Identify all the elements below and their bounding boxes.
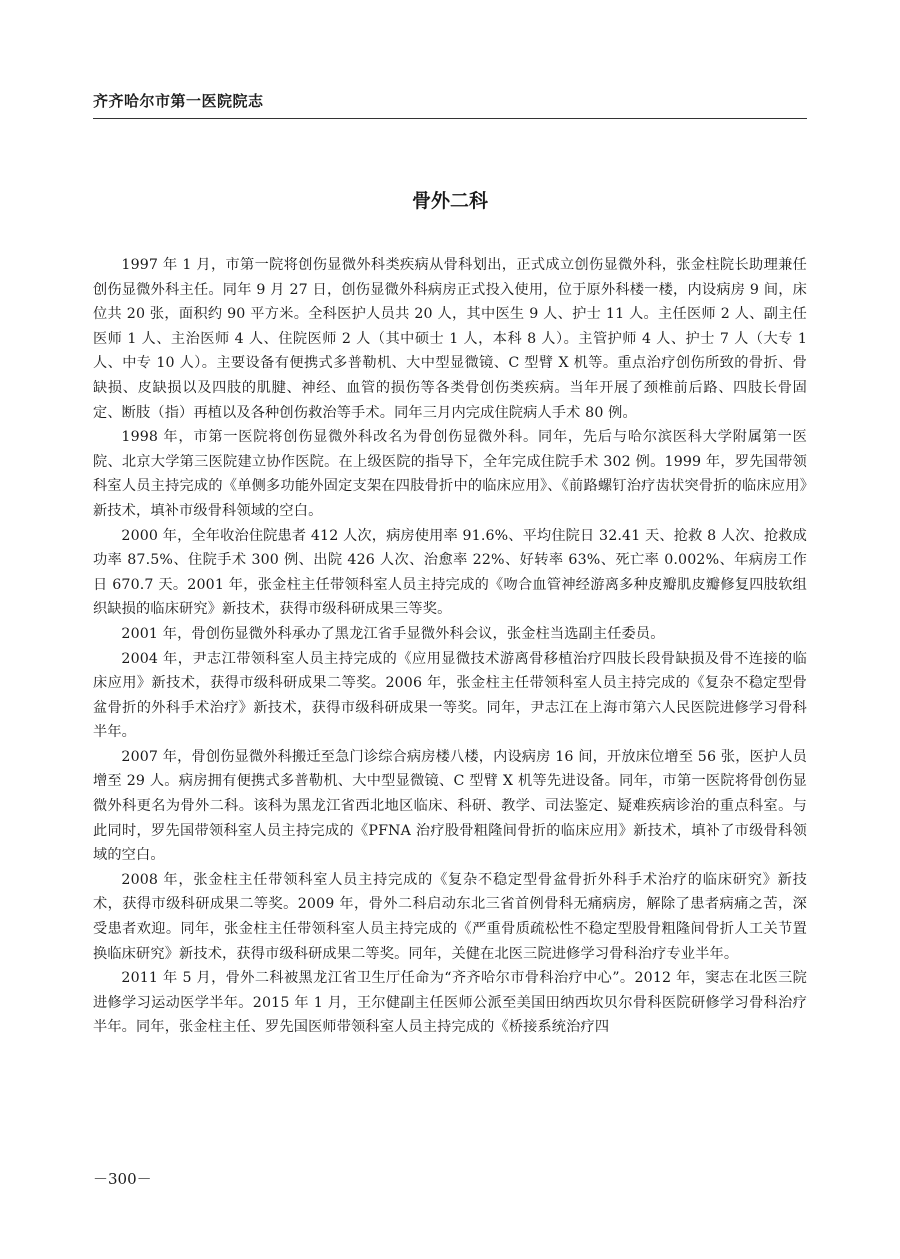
running-header-title: 齐齐哈尔市第一医院院志: [93, 92, 264, 110]
body-text: [93, 253, 807, 1040]
paragraph-1: 1997 年 1 月，市第一院将创伤显微外科类疾病从骨科划出，正式成立创伤显微外科，张金柱院长助理兼任创伤显微外科主任。同年 9 月 27 日，创伤显微外科病房正式投入使用，位于原外科楼一楼，内设病房 9 间，床位共 20 张，面积约 90 平方米。全科医护人员共 20 人，其中医生 9 人、护士 11 人。主任医师 2 人、副主任医师 1 人、主治医师 4 人、住院医师 2 人（其中硕士 1 人，本科 8 人）。主管护师 4 人、护士 7 人（大专 1 人、中专 10 人）。主要设备有便携式多普勒机、大中型显微镜、C 型臂 X 机等。重点治疗创伤所致的骨折、骨缺损、皮缺损以及四肢的肌腱、神经、血管的损伤等各类骨创伤类疾病。当年开展了颈椎前后路、四肢长骨固定、断肢（指）再植以及各种创伤救治等手术。同年三月内完成住院病人手术 80 例。: [93, 257, 807, 421]
paragraph-6: 2007 年，骨创伤显微外科搬迁至急门诊综合病房楼八楼，内设病房 16 间，开放床位增至 56 张，医护人员增至 29 人。病房拥有便携式多普勒机、大中型显微镜、C 型臂 X 机等先进设备。同年，市第一医院将骨创伤显微外科更名为骨外二科。该科为黑龙江省西北地区临床、科研、教学、司法鉴定、疑难疾病诊治的重点科室。与此同时，罗先国带领科室人员主持完成的《PFNA 治疗股骨粗隆间骨折的临床应用》新技术，填补了市级骨科领域的空白。: [93, 748, 807, 864]
paragraph-5: 2004 年，尹志江带领科室人员主持完成的《应用显微技术游离骨移植治疗四肢长段骨缺损及骨不连接的临床应用》新技术，获得市级科研成果二等奖。2006 年，张金柱主任带领科室人员主持完成的《复杂不稳定型骨盆骨折的外科手术治疗》新技术，获得市级科研成果一等奖。同年，尹志江在上海市第六人民医院进修学习骨科半年。: [93, 650, 807, 741]
running-header: [93, 88, 807, 119]
paragraph-8: 2011 年 5 月，骨外二科被黑龙江省卫生厅任命为“齐齐哈尔市骨科治疗中心”。2012 年，窦志在北医三院进修学习运动医学半年。2015 年 1 月，王尔健副主任医师公派至美国田纳西坎贝尔骨科医院研修学习骨科治疗半年。同年，张金柱主任、罗先国医师带领科室人员主持完成的《桥接系统治疗四: [93, 970, 807, 1036]
paragraph-3: 2000 年，全年收治住院患者 412 人次，病房使用率 91.6%、平均住院日 32.41 天、抢救 8 人次、抢救成功率 87.5%、住院手术 300 例、出院 426 人次、治愈率 22%、好转率 63%、死亡率 0.002%、年病房工作日 670.7 天。2001 年，张金柱主任带领科室人员主持完成的《吻合血管神经游离多种皮瓣肌皮瓣修复四肢软组织缺损的临床研究》新技术，获得市级科研成果三等奖。: [93, 527, 807, 618]
paragraph-7: 2008 年，张金柱主任带领科室人员主持完成的《复杂不稳定型骨盆骨折外科手术治疗的临床研究》新技术，获得市级科研成果二等奖。2009 年，骨外二科启动东北三省首例骨科无痛病房，解除了患者病痛之苦，深受患者欢迎。同年，张金柱主任带领科室人员主持完成的《严重骨质疏松性不稳定型股骨粗隆间骨折人工关节置换临床研究》新技术，获得市级科研成果二等奖。同年，关健在北医三院进修学习骨科治疗专业半年。: [93, 871, 807, 962]
section-title: 骨外二科: [411, 190, 488, 212]
paragraph-2: 1998 年，市第一医院将创伤显微外科改名为骨创伤显微外科。同年，先后与哈尔滨医科大学附属第一医院、北京大学第三医院建立协作医院。在上级医院的指导下，全年完成住院手术 302 例。1999 年，罗先国带领科室人员主持完成的《单侧多功能外固定支架在四肢骨折中的临床应用》、《前路螺钉治疗齿状突骨折的临床应用》新技术，填补市级骨科领域的空白。: [93, 429, 807, 519]
page-number: －300－: [93, 1170, 152, 1188]
paragraph-4: 2001 年，骨创伤显微外科承办了黑龙江省手显微外科会议，张金柱当选副主任委员。: [121, 625, 665, 642]
